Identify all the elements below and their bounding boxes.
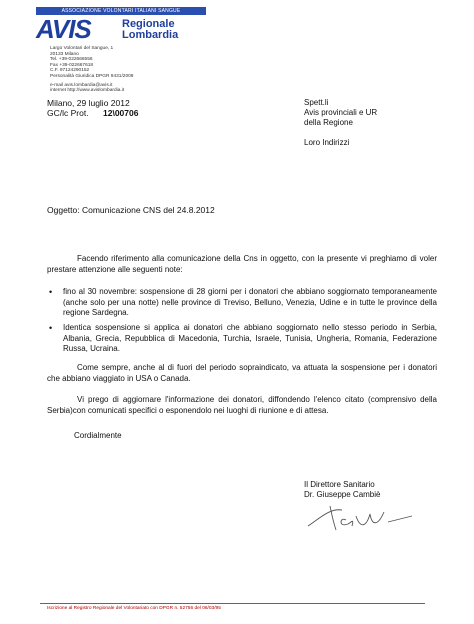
protocol-line (47, 108, 139, 118)
sender-line: e-mail avis.lombardia@avis.it (50, 82, 113, 88)
recipient-line: Avis provinciali e UR (304, 108, 378, 117)
sender-line: C.F. 97124290152 (50, 68, 90, 74)
footer-divider (40, 603, 425, 604)
association-strip: ASSOCIAZIONE VOLONTARI ITALIANI SANGUE (36, 7, 206, 15)
signature-name: Dr. Giuseppe Cambiè (304, 490, 381, 499)
logo-region-line1: Regionale (122, 18, 175, 30)
avis-logo (36, 16, 206, 43)
sender-line: Tel. +39-022666556 (50, 57, 93, 63)
sender-address (50, 46, 133, 94)
sender-line: Fax +39-022667618 (50, 62, 94, 68)
recipient-line: della Regione (304, 118, 353, 127)
bullet-text: fino al 30 novembre: sospensione di 28 giorni per i donatori che abbiano soggiornato temporaneamente (anche solo per una notte) nelle province di Treviso, Belluno, Venezia, Udine e in tutte le province della regione Sardegna. (63, 287, 437, 318)
sender-line: Largo Volontari del Sangue, 1 (50, 46, 114, 51)
sender-line: Personalità Giuridica DPGR 9431/2008 (50, 73, 134, 79)
recipient-line: Spett.li (304, 98, 329, 107)
recipient-block (304, 98, 377, 148)
bullet-icon: • (49, 323, 53, 333)
paragraph: Come sempre, anche al di fuori del periodo sopraindicato, va attuata la sospensione per i donatori che abbiano viaggiato in USA o Canada. (47, 363, 437, 383)
footer-registration: Iscrizione al Registro Regionale del Volontariato con DPGR n. 52756 del 06/03/95 (47, 606, 221, 611)
recipient-line: Loro Indirizzi (304, 138, 350, 147)
bullet-icon: • (49, 287, 53, 297)
intro-paragraph: Facendo riferimento alla comunicazione della Cns in oggetto, con la presente vi preghiamo di voler prestare attenzione alle seguenti note: (47, 254, 437, 274)
sender-line: internet http://www.avislombardia.it (50, 88, 125, 94)
signature-block (304, 480, 380, 500)
protocol-number: 12\00706 (103, 108, 139, 118)
sender-line: 20133 Milano (50, 51, 79, 57)
protocol-label: GC/lc Prot. (47, 108, 89, 118)
logo-wordmark: AVIS (36, 14, 91, 44)
letter-date: Milano, 29 luglio 2012 (47, 98, 130, 108)
subject-line: Oggetto: Comunicazione CNS del 24.8.2012 (47, 205, 215, 215)
bullet-item (49, 287, 437, 319)
closing: Cordialmente (74, 431, 122, 440)
bullet-item (49, 323, 437, 355)
handwritten-signature (300, 498, 420, 534)
bullet-text: Identica sospensione si applica ai donatori che abbiano soggiornato nello stesso periodo in Serbia, Albania, Grecia, Repubblica di Macedonia, Turchia, Israele, Tunisia, Ungheria, Romania, Federazione Russa, Ucraina. (63, 323, 437, 354)
paragraph: Vi prego di aggiornare l'informazione dei donatori, diffondendo l'elenco citato (comprensivo della Serbia)con comunicati specifici o esponendolo nei luoghi di riunione e di attesa. (47, 395, 437, 415)
logo-region-line2: Lombardia (122, 29, 179, 41)
signature-title: Il Direttore Sanitario (304, 480, 375, 489)
